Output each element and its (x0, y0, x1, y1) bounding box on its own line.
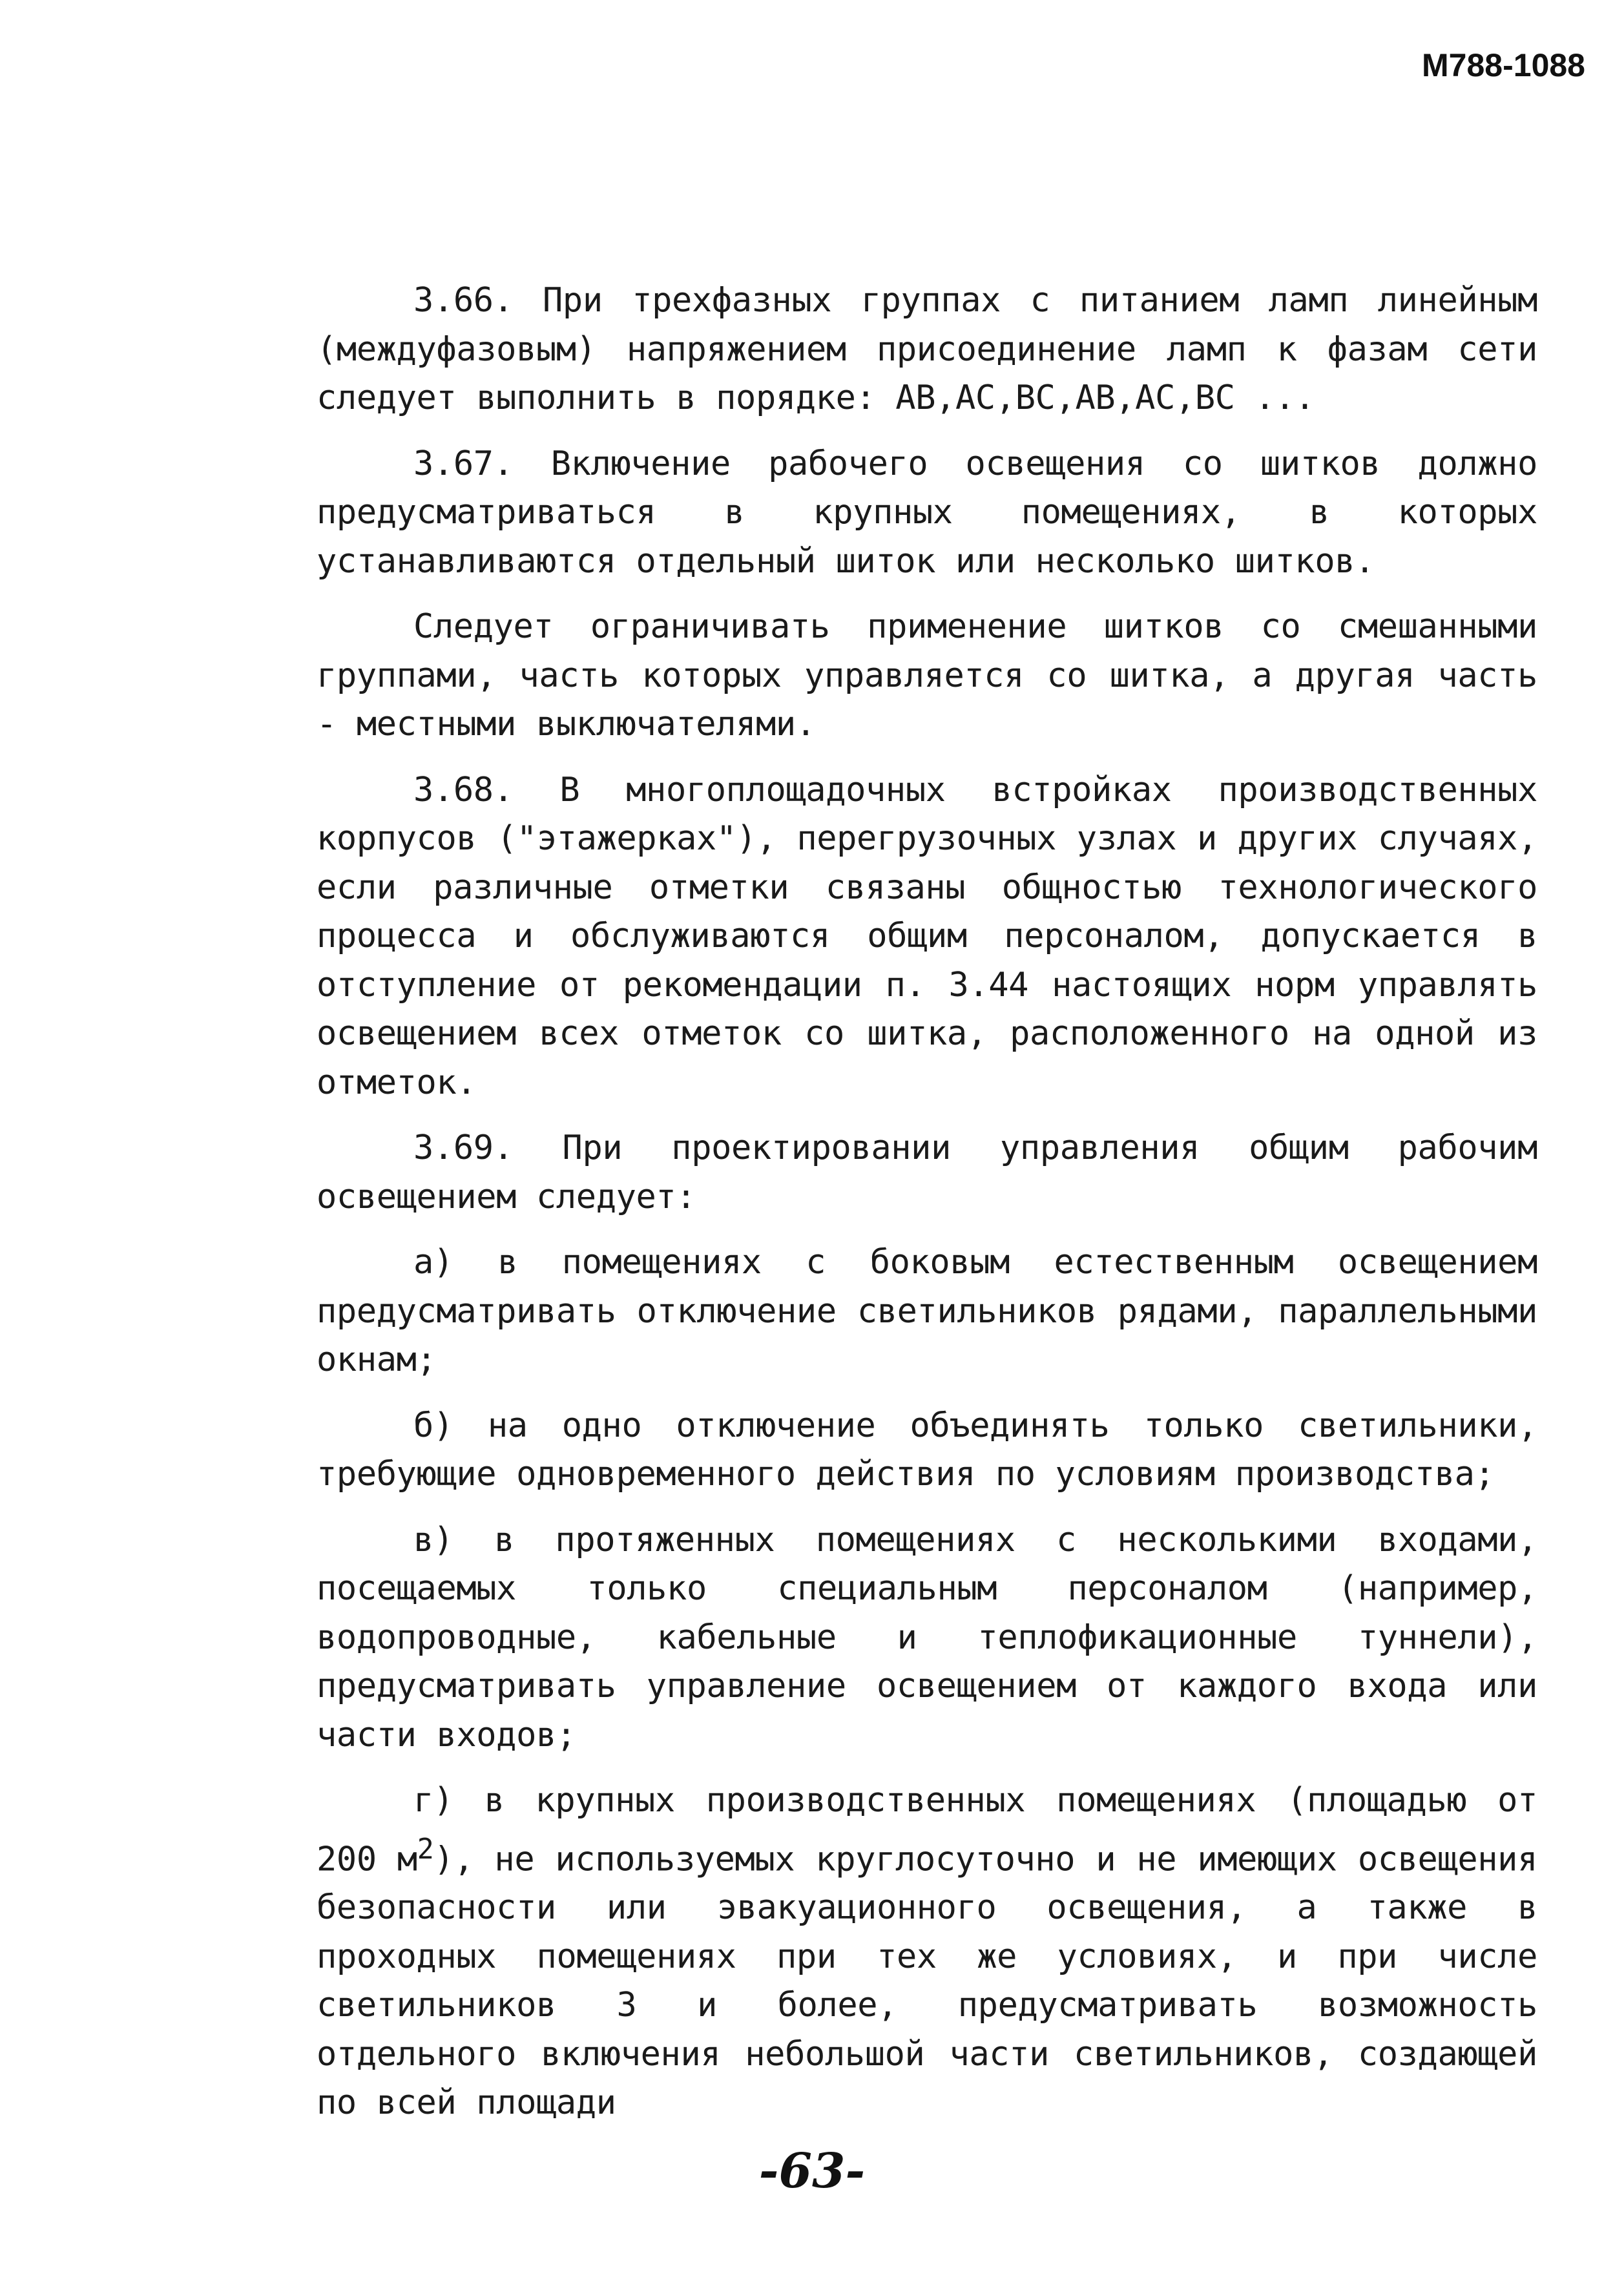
list-item-v: в) в протяженных помещениях с несколькими входами, посещаемых только специальным персоналом (например, водопроводные, кабельные и теплофикационные туннели), предусматривать управление освещением от каждого входа или части входов; (317, 1520, 1537, 1755)
paragraph-3-67: 3.67. Включение рабочего освещения со шитков должно предусматриваться в крупных помещениях, в которых устанавливаются отдельный шиток или несколько шитков. (317, 444, 1537, 581)
paragraph-3-68: 3.68. В многоплощадочных встройках производственных корпусов ("этажерках"), перегрузочных узлах и других случаях, если различные отметки связаны общностью технологического процесса и обслуживаются общим персоналом, допускается в отступление от рекомендации п. 3.44 настоящих норм управлять освещением всех отметок со шитка, расположенного на одной из отметок. (317, 770, 1537, 1102)
list-item-g-start: г) в крупных производственных помещениях (площадью от 200 м (317, 1781, 1537, 1879)
list-item-a: а) в помещениях с боковым естественным освещением предусматривать отключение светильников рядами, параллельными окнам; (317, 1243, 1537, 1379)
list-item-g-end: ), не используемых круглосуточно и не имеющих освещения безопасности или эвакуационного освещения, а также в проходных помещениях при тех же условиях, и при числе светильников 3 и более, предусматривать возможность отдельного включения небольшой части светильников, создающей по всей площади (317, 1839, 1537, 2123)
document-code: М788-1088 (1422, 47, 1585, 83)
page-number: -63- (758, 2143, 866, 2199)
document-body (317, 276, 1537, 2145)
paragraph-3-66: 3.66. При трехфазных группах с питанием ламп линейным (междуфазовым) напряжением присоединение ламп к фазам сети следует выполнить в порядке: АВ,АС,ВС,АВ,АС,ВС ... (317, 281, 1537, 417)
paragraph-3-69: 3.69. При проектировании управления общим рабочим освещением следует: (317, 1129, 1537, 1216)
superscript-2: 2 (417, 1833, 434, 1866)
paragraph-3-67-continued: Следует ограничивать применение шитков со смешанными группами, часть которых управляется со шитка, а другая часть - местными выключателями. (317, 607, 1537, 744)
list-item-b: б) на одно отключение объединять только светильники, требующие одновременного действия по условиям производства; (317, 1406, 1537, 1494)
list-item-g (317, 1776, 1537, 2128)
